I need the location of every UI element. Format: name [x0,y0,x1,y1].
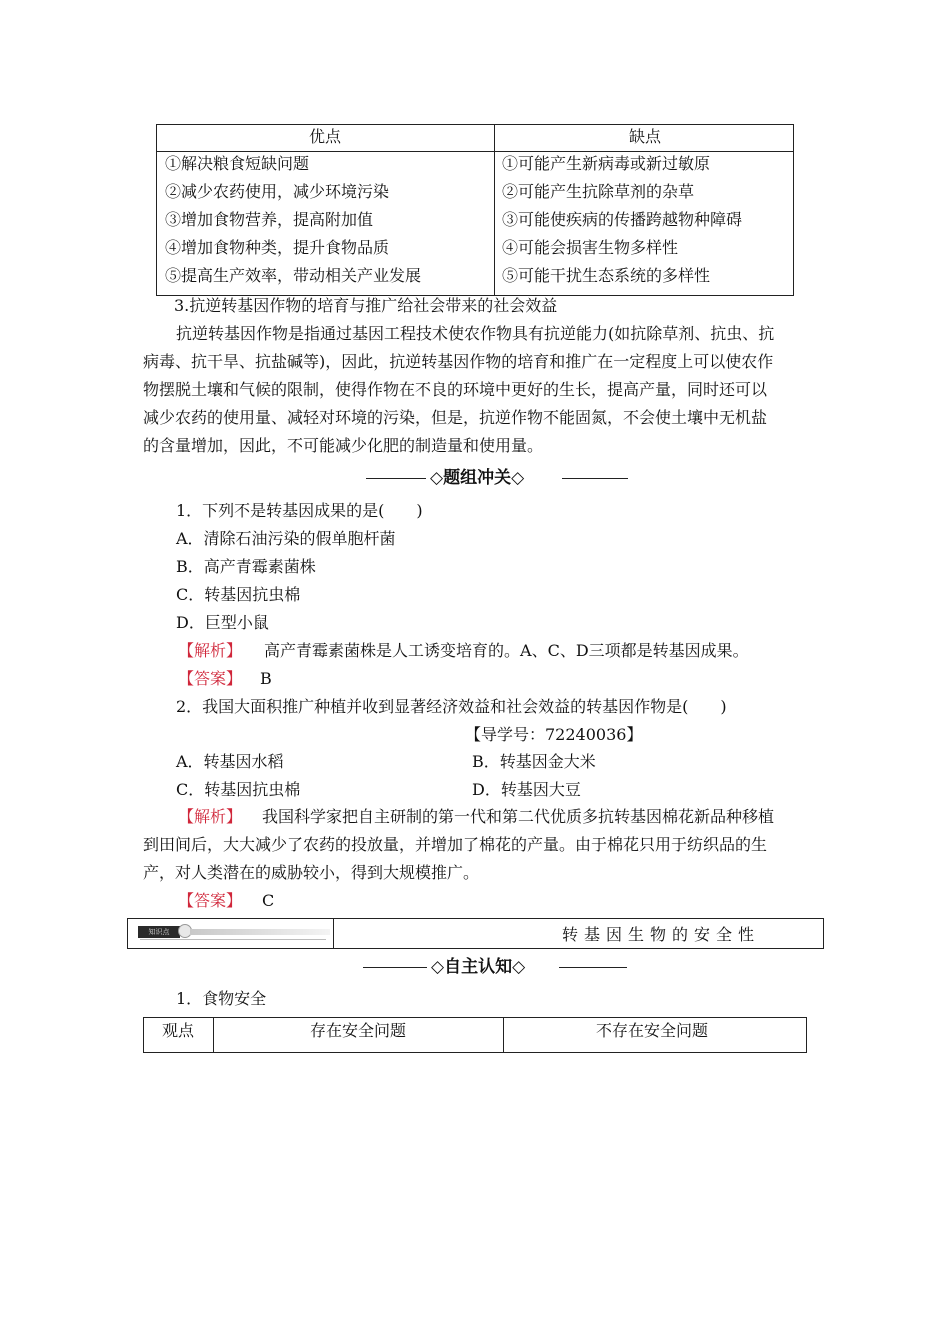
q1-answer [178,669,272,689]
badge-underline [140,939,326,940]
col-viewpoint: 观点 [162,1021,195,1040]
food-safety-table [143,1017,807,1053]
section3-text-line: 的含量增加，因此，不可能减少化肥的制造量和使用量。 [143,436,544,455]
analysis-tag: 【解析】 [178,641,243,660]
q2-option: C．转基因抗虫棉 [176,780,301,799]
knowledge-badge: 知识点 [138,926,180,938]
section-divider-exercises [366,468,628,488]
cons-item: ②可能产生抗除草剂的杂草 [502,182,695,201]
table-header-divider [157,151,793,152]
q2-analysis-line: 到田间后，大大减少了农药的投放量，并增加了棉花的产量。由于棉花只用于纺织品的生 [143,835,768,854]
banner-badge-area [128,919,334,948]
guide-number: 【导学号：72240036】 [465,725,643,744]
section3-text-line: 抗逆转基因作物是指通过基因工程技术使农作物具有抗逆能力(如抗除草剂、抗虫、抗 [176,324,775,343]
answer-value: B [260,669,272,688]
table-column-divider [503,1018,504,1052]
divider-title: ◇题组冲关◇ [430,468,525,488]
analysis-text: 高产青霉素菌株是人工诱变培育的。A、C、D三项都是转基因成果。 [264,641,749,660]
knowledge-point-banner [127,918,824,949]
divider-rule [366,478,426,479]
q1-analysis [178,641,749,661]
section3-text-line: 减少农药的使用量、减轻对环境的污染，但是，抗逆作物不能固氮，不会使土壤中无机盐 [143,408,768,427]
q2-option: B．转基因金大米 [472,752,596,771]
q2-option: A．转基因水稻 [176,752,284,771]
answer-value: C [262,891,275,910]
table-column-divider [213,1018,214,1052]
analysis-text: 我国科学家把自主研制的第一代和第二代优质多抗转基因棉花新品种移植 [262,807,775,826]
answer-tag: 【答案】 [178,891,243,910]
q1-stem: 1．下列不是转基因成果的是( ) [176,501,423,520]
header-pros: 优点 [309,127,342,146]
section3-text-line: 病毒、抗干旱、抗盐碱等)，因此，抗逆转基因作物的培育和推广在一定程度上可以使农作 [143,352,774,371]
header-cons: 缺点 [629,127,662,146]
banner-title: 转基因生物的安全性 [562,925,761,944]
pros-item: ③增加食物营养，提高附加值 [165,210,374,229]
pros-item: ⑤提高生产效率，带动相关产业发展 [165,266,422,285]
badge-bar [190,929,330,935]
q2-option: D．转基因大豆 [472,780,581,799]
divider-rule [562,478,628,479]
divider-title: ◇自主认知◇ [431,957,526,977]
section3-heading: 3.抗逆转基因作物的培育与推广给社会带来的社会效益 [174,296,558,315]
q1-option: B．高产青霉素菌株 [176,557,316,576]
q2-stem: 2．我国大面积推广种植并收到显著经济效益和社会效益的转基因作物是( ) [176,697,727,716]
q2-analysis [178,807,774,827]
section3-text-line: 物摆脱土壤和气候的限制，使得作物在不良的环境中更好的生长，提高产量，同时还可以 [143,380,768,399]
col-has-issues: 存在安全问题 [310,1021,407,1040]
analysis-tag: 【解析】 [178,807,243,826]
food-safety-heading: 1．食物安全 [176,989,267,1008]
cons-item: ①可能产生新病毒或新过敏原 [502,154,711,173]
cons-item: ④可能会损害生物多样性 [502,238,679,257]
section-divider-self-study [363,957,627,977]
divider-rule [363,967,427,968]
pros-item: ④增加食物种类，提升食物品质 [165,238,390,257]
q1-option: D．巨型小鼠 [176,613,269,632]
q2-analysis-line: 产，对人类潜在的威胁较小，得到大规模推广。 [143,863,480,882]
answer-tag: 【答案】 [178,669,243,688]
divider-rule [559,967,627,968]
col-no-issues: 不存在安全问题 [596,1021,709,1040]
pros-item: ②减少农药使用，减少环境污染 [165,182,390,201]
q1-option: C．转基因抗虫棉 [176,585,301,604]
cons-item: ⑤可能干扰生态系统的多样性 [502,266,711,285]
pros-item: ①解决粮食短缺问题 [165,154,310,173]
cons-item: ③可能使疾病的传播跨越物种障碍 [502,210,743,229]
q2-answer [178,891,274,911]
q1-option: A．清除石油污染的假单胞杆菌 [176,529,396,548]
pros-cons-table [156,124,794,296]
